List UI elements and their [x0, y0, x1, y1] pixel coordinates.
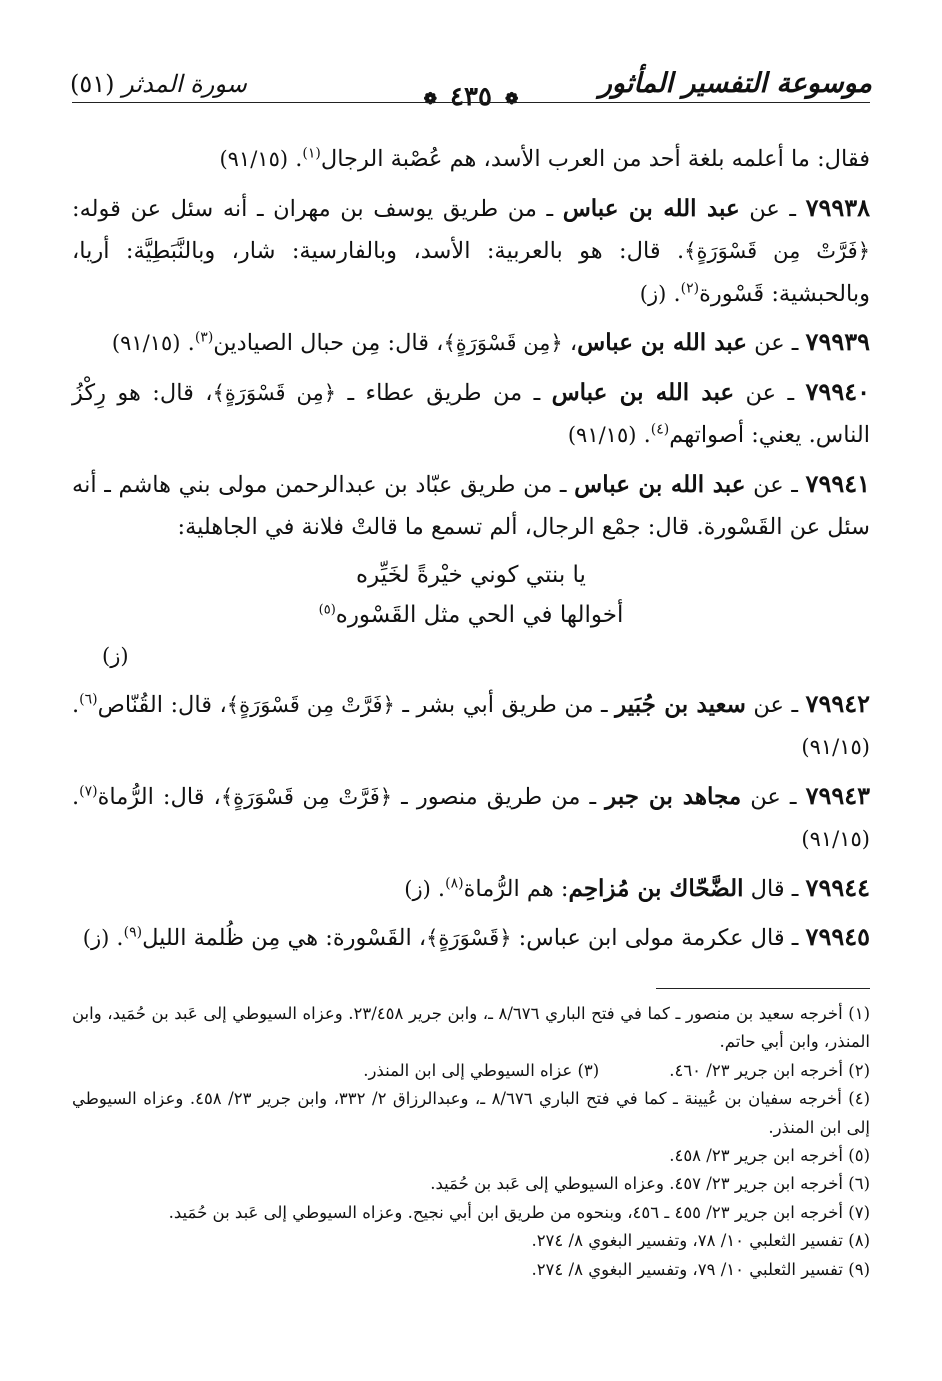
source-reference: (٩١/١٥) — [219, 147, 289, 171]
footnote-row-2-3 — [72, 1057, 870, 1085]
ornament-icon: ❁ — [423, 88, 437, 108]
narration-entry — [72, 916, 870, 960]
source-reference: (ز) — [404, 876, 431, 901]
footnote-4: (٤) أخرجه سفيان بن عُيينة ـ كما في فتح الباري ٨/٦٧٦ ـ، وعبدالرزاق ٢/ ٣٣٢، وابن جرير ٢٣/ ٤٥٨. وعزاه السيوطي إلى ابن المنذر. — [72, 1089, 871, 1137]
entry-text: ، قال: مِن حبال الصيادين — [213, 330, 444, 356]
entry-text: ـ من طريق عبّاد بن عبدالرحمن مولى بني هاشم ـ أنه سئل عن القَسْورة. قال: جمْع الرجال، ألم تسمع ما قالتْ فلانة في الجاهلية: — [72, 471, 870, 540]
footnote-ref: (٧) — [79, 783, 98, 799]
footnote-3: (٣) عزاه السيوطي إلى ابن المنذر. — [363, 1060, 600, 1080]
narration-entry — [72, 371, 870, 457]
quran-quote: ﴿مِن قَسْوَرَةٍ﴾ — [212, 380, 337, 405]
entry-text: . — [180, 330, 195, 356]
narrator-name: عبد الله بن عباس — [562, 194, 740, 222]
narrator-name: عبد الله بن عباس — [551, 378, 735, 406]
narrator-name: عبد الله بن عباس — [577, 329, 747, 356]
entry-text: ـ عن — [745, 471, 806, 498]
entry-text: ، — [562, 330, 578, 356]
entry-text: فقال: ما أعلمه بلغة أحد من العرب الأسد، هم عُصْبة الرجال — [320, 146, 870, 172]
entry-text: ـ عن — [739, 195, 806, 222]
narration-entry — [72, 138, 870, 181]
footnote-ref: (٥) — [318, 601, 336, 617]
footnote-2: (٢) أخرجه ابن جرير ٢٣/ ٤٦٠. — [669, 1060, 870, 1080]
entry-text: ـ عن — [745, 691, 806, 718]
narration-entry — [72, 187, 870, 316]
source-reference: (ز) — [82, 926, 110, 950]
narration-entry — [72, 683, 870, 769]
footnote-ref: (٨) — [445, 875, 464, 891]
verse-reference: (ز) — [102, 643, 129, 668]
page-number: ٤٣٥ — [450, 82, 492, 112]
quran-quote: ﴿مِن قَسْوَرَةٍ﴾ — [443, 331, 563, 355]
footnote-ref: (٢) — [680, 280, 700, 296]
page-header — [70, 62, 872, 112]
narration-entry — [72, 463, 870, 549]
poem-verse-text: أخوالها في الحي مثل القَسْوره — [335, 601, 624, 628]
footnote-ref: (٦) — [79, 691, 98, 707]
narration-entry — [72, 867, 870, 911]
poem-verse-line-1: يا بنتي كوني خيْرةً لخَيِّره — [356, 561, 586, 588]
entry-text: ـ قال — [743, 875, 806, 902]
entry-text: ـ عن — [746, 330, 806, 356]
source-reference: (٩١/١٥) — [111, 331, 181, 355]
entry-number: ٧٩٩٤٠ — [805, 376, 870, 406]
entry-text: ، قال: هو رِكْزُ الناس. يعني: أصواتهم — [72, 379, 870, 448]
quran-quote: ﴿فَرَّتْ مِن قَسْوَرَةٍ﴾ — [684, 239, 870, 263]
ornament-icon: ❁ — [505, 88, 519, 108]
entry-text: . — [72, 783, 80, 810]
source-reference: (ز) — [639, 281, 667, 306]
entry-number: ٧٩٩٣٨ — [805, 192, 871, 222]
footnote-1: (١) أخرجه سعيد بن منصور ـ كما في فتح الباري ٨/٦٧٦ ـ، وابن جرير ٢٣/٤٥٨. وعزاه السيوطي إلى عَبد بن حُمَيد، وابن المنذر، وابن أبي حاتم. — [72, 1004, 870, 1052]
entry-text: ـ قال عكرمة مولى ابن عباس: — [511, 925, 806, 951]
entry-number: ٧٩٩٤٤ — [805, 872, 870, 902]
footnote-7: (٧) أخرجه ابن جرير ٢٣/ ٤٥٥ ـ ٤٥٦، وبنحوه من طريق ابن أبي نجيح. وعزاه السيوطي إلى عَبد بن حُمَيد. — [168, 1202, 870, 1222]
narrator-name: مجاهد بن جبر — [605, 782, 742, 810]
entry-text: . — [288, 146, 303, 172]
entry-text: ـ من طريق عطاء ـ — [336, 379, 552, 406]
source-reference: (٩١/١٥) — [567, 423, 637, 447]
footnote-ref: (١) — [302, 145, 321, 162]
footnotes — [72, 1000, 870, 1284]
quran-quote: ﴿فَرَّتْ مِن قَسْوَرَةٍ﴾ — [220, 784, 393, 809]
entries-group-2 — [72, 683, 870, 960]
entry-text: ـ عن — [741, 783, 806, 810]
entry-number: ٧٩٩٤٣ — [805, 780, 871, 810]
surah-number: (٥١) — [70, 70, 115, 98]
entry-text: ، قال: الرُّماة — [97, 783, 221, 810]
narrator-name: الضَّحّاك بن مُزاحِم — [568, 874, 744, 902]
quran-quote: ﴿قَسْوَرَةٍ﴾ — [426, 926, 512, 950]
entry-number: ٧٩٩٤١ — [805, 468, 870, 498]
source-reference: (٩١/١٥) — [801, 735, 870, 759]
surah-name: سورة المدثر — [122, 70, 247, 98]
entry-text: . — [72, 691, 80, 718]
narrator-name: عبد الله بن عباس — [574, 470, 746, 498]
entry-number: ٧٩٩٣٩ — [805, 327, 870, 356]
narrator-name: سعيد بن جُبَير — [615, 690, 746, 718]
footnote-6: (٦) أخرجه ابن جرير ٢٣/ ٤٥٧. وعزاه السيوطي إلى عَبد بن حُمَيد. — [430, 1174, 870, 1194]
entry-text: . — [666, 280, 681, 307]
footnote-divider — [656, 988, 870, 989]
source-reference: (٩١/١٥) — [801, 827, 870, 851]
footnote-ref: (٣) — [194, 329, 214, 346]
poem-verse-line-2 — [72, 595, 870, 635]
entry-text: ـ من طريق يوسف بن مهران ـ أنه سئل عن قوله: — [72, 195, 563, 222]
entry-text: ـ من طريق أبي بشر ـ — [394, 691, 616, 718]
entry-text: . — [109, 925, 124, 951]
footnote-9: (٩) تفسير الثعلبي ١٠/ ٧٩، وتفسير البغوي ٨/ ٢٧٤. — [531, 1259, 870, 1279]
entry-text: . قال: هو بالعربية: الأسد، وبالفارسية: شار، وبالنَّبَطِيَّة: أريا، وبالحبشية: قَسْورة — [72, 238, 870, 307]
entry-number: ٧٩٩٤٥ — [805, 922, 870, 951]
header-divider — [72, 102, 870, 103]
footnote-ref: (٤) — [650, 421, 670, 438]
quran-quote: ﴿فَرَّتْ مِن قَسْوَرَةٍ﴾ — [226, 692, 395, 717]
entry-number: ٧٩٩٤٢ — [805, 688, 870, 718]
entry-text: . — [430, 875, 446, 902]
entry-text: . — [636, 422, 651, 448]
footnote-8: (٨) تفسير الثعلبي ١٠/ ٧٨، وتفسير البغوي ٨/ ٢٧٤. — [531, 1231, 870, 1251]
entries-group-1 — [72, 138, 870, 549]
entry-text: : هم الرُّماة — [463, 875, 569, 902]
entry-text: ـ عن — [734, 379, 806, 406]
footnote-5: (٥) أخرجه ابن جرير ٢٣/ ٤٥٨. — [669, 1146, 870, 1166]
entry-text: ، قال: القُنّاص — [97, 691, 227, 718]
narration-entry — [72, 321, 870, 365]
main-text — [72, 138, 870, 966]
book-title: موسوعة التفسير المأثور — [598, 68, 872, 99]
surah-label — [70, 70, 247, 98]
entry-text: ، القَسْورة: هي مِن ظُلمة الليل — [142, 925, 427, 951]
footnote-ref: (٩) — [123, 924, 143, 941]
entry-text: ـ من طريق منصور ـ — [392, 783, 606, 810]
narration-entry — [72, 775, 870, 861]
